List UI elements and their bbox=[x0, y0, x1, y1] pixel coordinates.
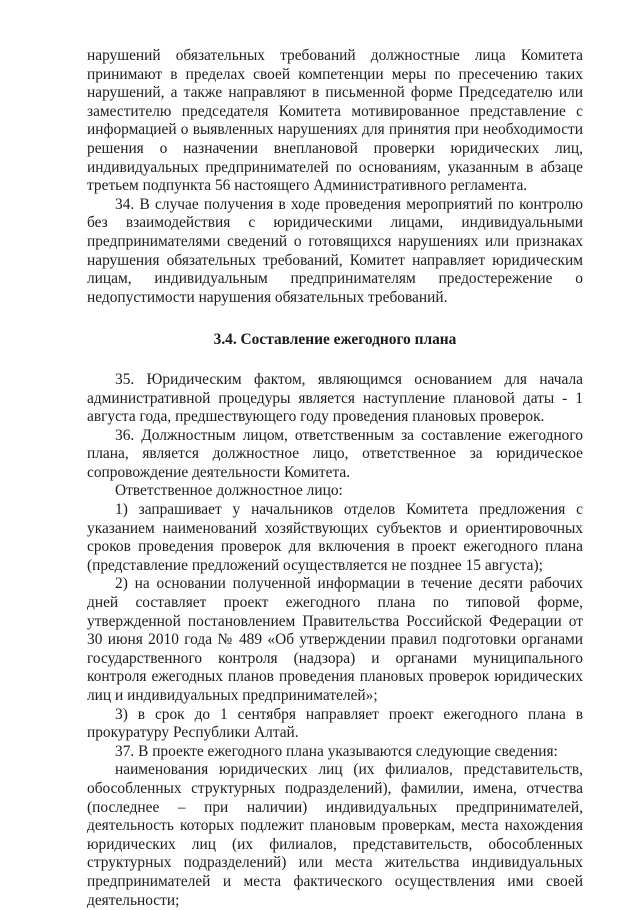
section-heading: 3.4. Составление ежегодного плана bbox=[213, 331, 457, 349]
paragraph-37: 37. В проекте ежегодного плана указываются следующие сведения: bbox=[115, 742, 558, 760]
list-item-1: 1) запрашивает у начальников отделов Комитета предложения с указанием наименований хозяйствующих субъектов и ориентировочных сроков проведения проверок для включения в проект ежегодного плана (представление предложений осуществляется не позднее 15 августа); bbox=[87, 501, 583, 574]
spacer bbox=[87, 350, 583, 371]
paragraph-35: 35. Юридическим фактом, являющимся основанием для начала административной процедуры является наступление плановой даты - 1 августа года, предшествующего году проведения плановых проверок. bbox=[87, 370, 583, 426]
paragraph-responsible-official: Ответственное должностное лицо: bbox=[115, 482, 343, 500]
paragraph-36: 36. Должностным лицом, ответственным за составление ежегодного плана, является должностное лицо, ответственное за юридическое сопровождение деятельности Комитета. bbox=[87, 426, 583, 481]
document-page bbox=[87, 47, 583, 910]
paragraph-37-details: наименования юридических лиц (их филиалов, представительств, обособленных структурных подразделений), фамилии, имена, отчества (последнее – при наличии) индивидуальных предпринимателей, деятельность которых подлежит плановым проверкам, места нахождения юридических лиц (их филиалов, представительств, обособленных структурных подразделений) или места жительства индивидуальных предпринимателей и места фактического осуществления ими своей деятельности; bbox=[87, 761, 583, 909]
paragraph-34: 34. В случае получения в ходе проведения мероприятий по контролю без взаимодействия с юридическими лицами, индивидуальными предпринимателями сведений о готовящихся нарушениях или признаках нарушения обязательных требований, Комитет направляет юридическим лицам, индивидуальным предпринимателям предостережение о недопустимости нарушения обязательных требований. bbox=[87, 195, 583, 306]
list-item-2: 2) на основании полученной информации в течение десяти рабочих дней составляет проект ежегодного плана по типовой форме, утвержденной постановлением Правительства Российской Федерации от 30 июня 2010 года № 489 «Об утверждении правил подготовки органами государственного контроля (надзора) и органами муниципального контроля ежегодных планов проведения плановых проверок юридических лиц и индивидуальных предпринимателей»; bbox=[87, 575, 583, 704]
list-item-3: 3) в срок до 1 сентября направляет проект ежегодного плана в прокуратуру Республики Алтай. bbox=[87, 705, 583, 742]
spacer bbox=[87, 307, 583, 331]
paragraph-violations-continuation: нарушений обязательных требований должностные лица Комитета принимают в пределах своей компетенции меры по пресечению таких нарушений, а также направляют в письменной форме Председателю или заместителю председателя Комитета мотивированное представление с информацией о выявленных нарушениях для принятия при необходимости решения о назначении внеплановой проверки юридических лиц, индивидуальных предпринимателей по основаниям, указанным в абзаце третьем подпункта 56 настоящего Административного регламента. bbox=[87, 47, 583, 195]
